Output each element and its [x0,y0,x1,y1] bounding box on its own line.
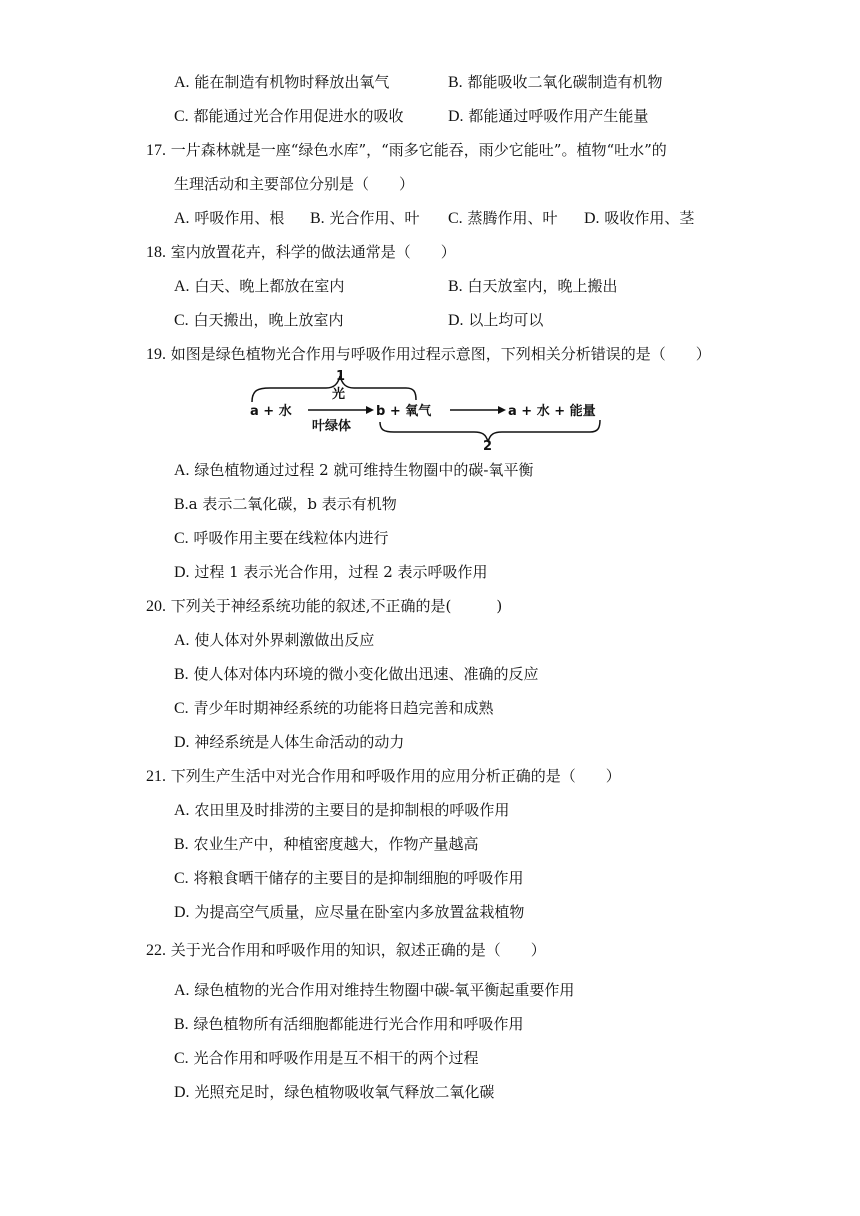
option-letter: D. [448,312,464,329]
q19-option-b [174,494,397,515]
option-text: 绿色植物通过过程 2 就可维持生物圈中的碳-氧平衡 [194,461,534,479]
q21-option-a [174,800,509,821]
option-letter: A. [174,74,190,91]
q16-option-a [174,72,389,93]
option-text: 能在制造有机物时释放出氧气 [194,73,390,91]
option-text: 蒸腾作用、叶 [467,209,558,227]
option-letter: C. [174,700,189,717]
q18-option-a [174,276,344,297]
option-text: 白天、晚上都放在室内 [194,277,345,295]
middle-products: b + 氧气 [376,404,432,419]
option-text: 神经系统是人体生命活动的动力 [194,733,405,751]
option-letter: A. [174,632,190,649]
option-text: 白天搬出，晚上放室内 [193,311,344,329]
option-letter: D. [584,210,600,227]
question-text: 一片森林就是一座“绿色水库”，“雨多它能吞，雨少它能吐”。植物“吐水”的 [170,141,667,159]
option-letter: A. [174,982,190,999]
q18-option-b [448,276,617,297]
question-text: 下列生产生活中对光合作用和呼吸作用的应用分析正确的是（ ） [170,767,621,785]
option-text: 呼吸作用主要在线粒体内进行 [193,529,389,547]
option-letter: C. [174,530,189,547]
option-letter: B. [174,496,189,513]
option-letter: B. [448,74,463,91]
q16-option-d [448,106,648,127]
q16-option-c [174,106,403,127]
q20-stem [146,596,502,617]
right-products: a + 水 + 能量 [508,404,596,419]
q22-option-b [174,1014,523,1035]
q17-option-d [584,208,694,229]
q20-option-c [174,698,493,719]
chlorophyll-label: 叶绿体 [312,419,352,434]
question-number: 17. [146,142,166,159]
option-text: 光合作用和呼吸作用是互不相干的两个过程 [193,1049,479,1067]
question-text: 如图是绿色植物光合作用与呼吸作用过程示意图，下列相关分析错误的是（ ） [170,345,711,363]
option-text: 青少年时期神经系统的功能将日趋完善和成熟 [193,699,494,717]
question-text: 关于光合作用和呼吸作用的知识，叙述正确的是（ ） [170,941,546,959]
light-label: 光 [332,387,346,402]
option-letter: C. [174,108,189,125]
question-number: 20. [146,598,166,615]
option-letter: D. [448,108,464,125]
option-text: a 表示二氧化碳，b 表示有机物 [188,495,397,513]
label-2: 2 [483,439,493,452]
q17-option-a [174,208,284,229]
option-letter: D. [174,734,190,751]
option-text: 吸收作用、茎 [604,209,695,227]
option-text: 绿色植物所有活细胞都能进行光合作用和呼吸作用 [193,1015,524,1033]
q17-option-c [448,208,557,229]
arrow-1-head [366,406,374,414]
option-letter: A. [174,802,190,819]
option-letter: C. [174,870,189,887]
q21-stem [146,766,621,787]
q19-option-c [174,528,388,549]
q22-option-a [174,980,574,1001]
option-text: 白天放室内，晚上搬出 [467,277,618,295]
q17-stem [146,140,667,161]
q21-option-c [174,868,523,889]
option-letter: B. [310,210,325,227]
question-number: 18. [146,244,166,261]
option-text: 农田里及时排涝的主要目的是抑制根的呼吸作用 [194,801,510,819]
option-text: 使人体对外界刺激做出反应 [194,631,375,649]
q21-option-b [174,834,478,855]
option-letter: B. [174,836,189,853]
option-text: 过程 1 表示光合作用，过程 2 表示呼吸作用 [194,563,488,581]
photosynthesis-respiration-diagram [246,368,626,452]
question-number: 22. [146,942,166,959]
option-letter: C. [174,1050,189,1067]
option-text: 将粮食晒干储存的主要目的是抑制细胞的呼吸作用 [193,869,524,887]
option-letter: A. [174,210,190,227]
q22-stem [146,940,546,961]
q16-option-b [448,72,662,93]
option-text: 光照充足时，绿色植物吸收氧气释放二氧化碳 [194,1083,495,1101]
label-1: 1 [336,369,346,384]
option-letter: C. [174,312,189,329]
option-text: 都能吸收二氧化碳制造有机物 [467,73,663,91]
option-text: 都能通过光合作用促进水的吸收 [193,107,404,125]
q20-option-d [174,732,404,753]
q17-option-b [310,208,419,229]
option-letter: D. [174,1084,190,1101]
question-number: 21. [146,768,166,785]
q18-option-c [174,310,343,331]
option-text: 绿色植物的光合作用对维持生物圈中碳-氧平衡起重要作用 [194,981,575,999]
q19-option-a [174,460,534,481]
option-letter: D. [174,904,190,921]
diagram-svg [246,368,626,452]
option-letter: B. [174,666,189,683]
option-letter: C. [448,210,463,227]
q21-option-d [174,902,524,923]
question-text: 室内放置花卉，科学的做法通常是（ ） [170,243,456,261]
q20-option-a [174,630,374,651]
option-text: 为提高空气质量，应尽量在卧室内多放置盆栽植物 [194,903,525,921]
option-text: 呼吸作用、根 [194,209,285,227]
option-text: 使人体对体内环境的微小变化做出迅速、准确的反应 [193,665,539,683]
option-text: 都能通过呼吸作用产生能量 [468,107,649,125]
option-letter: B. [448,278,463,295]
question-number: 19. [146,346,166,363]
left-reactants: a + 水 [250,404,292,419]
option-letter: A. [174,278,190,295]
option-text: 光合作用、叶 [329,209,420,227]
q19-option-d [174,562,488,583]
q17-stem-cont: 生理活动和主要部位分别是（ ） [174,175,415,193]
option-letter: B. [174,1016,189,1033]
q22-option-d [174,1082,494,1103]
q20-option-b [174,664,538,685]
q18-stem [146,242,456,263]
q18-option-d [448,310,543,331]
question-text: 下列关于神经系统功能的叙述,不正确的是( ) [170,597,503,615]
q22-option-c [174,1048,478,1069]
option-letter: A. [174,462,190,479]
option-text: 以上均可以 [468,311,544,329]
q19-stem [146,344,711,365]
option-text: 农业生产中，种植密度越大，作物产量越高 [193,835,479,853]
arrow-2-head [498,406,506,414]
option-letter: D. [174,564,190,581]
